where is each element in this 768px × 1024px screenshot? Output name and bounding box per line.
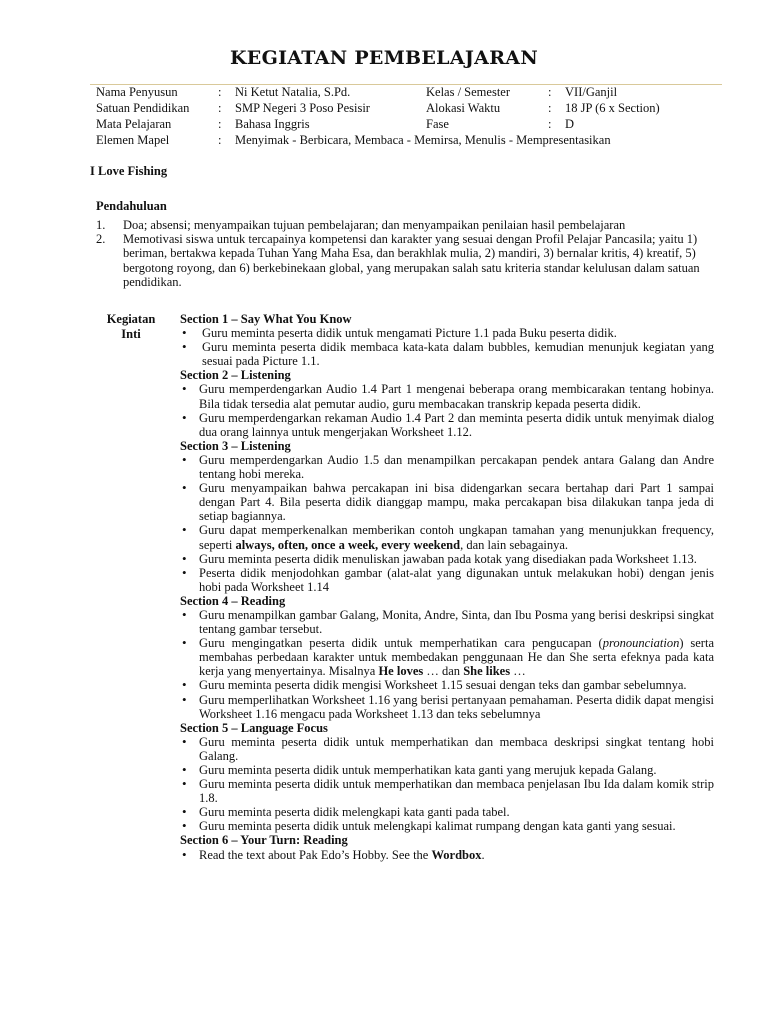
- item-text: , dan lain sebagainya.: [460, 537, 569, 552]
- kegiatan-inti-label-line2: Inti: [121, 327, 141, 341]
- meta-value: SMP Negeri 3 Poso Pesisir: [235, 101, 370, 115]
- kegiatan-inti-content: [180, 312, 714, 862]
- meta-colon: :: [548, 117, 552, 131]
- item-text: …: [510, 664, 526, 679]
- meta-colon: :: [218, 85, 222, 99]
- item-emphasis: She likes: [463, 664, 511, 679]
- document-title: KEGIATAN PEMBELAJARAN: [229, 47, 538, 69]
- item-text: Memotivasi siswa untuk tercapainya kompetensi dan karakter yang sesuai dengan Profil Pelajar Pancasila; yaitu 1) beriman, bertakwa kepada Tuhan Yang Maha Esa, dan berakhlak mulia, 2) mandiri, 3) bernalar kritis, 4) kreatif, 5) bergotong royong, dan 6) berkebinekaan global, yang merupakan salah satu kriteria standar kelulusan dalam satuan pendidikan.: [123, 232, 700, 289]
- meta-label: Satuan Pendidikan: [96, 101, 190, 115]
- list-item: • Guru memperlihatkan Worksheet 1.16 yang berisi pertanyaan pemahaman. Peserta didik dapat mengisi Worksheet 1.16 mengacu pada Worksheet 1.13 dan teks sebelumnya: [180, 693, 714, 721]
- list-item: • Peserta didik menjodohkan gambar (alat-alat yang digunakan untuk melakukan hobi) dengan jenis hobi pada Worksheet 1.14: [180, 566, 714, 594]
- list-item: • Guru meminta peserta didik mengisi Worksheet 1.15 sesuai dengan teks dan gambar sebelumnya.: [180, 678, 714, 692]
- meta-colon: :: [218, 133, 222, 147]
- meta-label: Elemen Mapel: [96, 133, 170, 147]
- item-text: Read the text about Pak Edo’s Hobby. See the: [199, 847, 432, 862]
- meta-label: Nama Penyusun: [96, 85, 178, 99]
- item-number: 1.: [96, 218, 106, 232]
- list-item: • Guru menyampaikan bahwa percakapan ini bisa didengarkan secara bertahap dari Part 1 sampai dengan Part 4. Bila peserta didik dianggap mampu, maka percakapan bisa dilakukan tanpa jeda di setiap bagiannya.: [180, 481, 714, 523]
- section-title: Section 2 – Listening: [180, 368, 291, 383]
- lesson-topic: I Love Fishing: [90, 164, 168, 178]
- item-emphasis: He loves: [378, 664, 424, 679]
- list-item: • Guru memperdengarkan Audio 1.4 Part 1 mengenai beberapa orang membicarakan tentang hobinya. Bila tidak tersedia alat pemutar audio, guru membacakan transkrip kepada peserta didik.: [180, 382, 714, 410]
- meta-label: Alokasi Waktu: [426, 101, 501, 115]
- list-item: [96, 232, 716, 289]
- list-item: • Guru menampilkan gambar Galang, Monita, Andre, Sinta, dan Ibu Posma yang berisi deskripsi singkat tentang gambar tersebut.: [180, 608, 714, 636]
- list-item: [96, 218, 716, 232]
- item-text: ) serta membahas perbedaan karakter untuk membedakan penggunaan He dan She serta efeknya pada kata kerja yang menyertainya. Misalnya: [199, 636, 714, 679]
- metadata-table: [90, 84, 722, 149]
- list-item: • Guru meminta peserta didik membaca kata-kata dalam bubbles, kemudian menunjuk kegiatan yang sesuai pada Picture 1.1.: [180, 340, 714, 368]
- list-item: • Guru memperdengarkan Audio 1.5 dan menampilkan percakapan pendek antara Galang dan Andre tentang hobi mereka.: [180, 453, 714, 481]
- list-item: • Guru meminta peserta didik melengkapi kata ganti pada tabel.: [180, 805, 714, 819]
- meta-value: VII/Ganjil: [565, 85, 618, 99]
- item-text: Guru mengingatkan peserta didik untuk memperhatikan cara pengucapan (: [199, 636, 603, 651]
- section-title: Section 6 – Your Turn: Reading: [180, 833, 348, 848]
- meta-colon: :: [548, 85, 552, 99]
- list-item: • Guru meminta peserta didik untuk memperhatikan kata ganti yang merujuk kepada Galang.: [180, 763, 714, 777]
- section-1-list: [180, 326, 714, 368]
- item-italic: pronounciation: [602, 636, 680, 651]
- pendahuluan-title: Pendahuluan: [96, 199, 167, 213]
- section-5-list: [180, 735, 714, 834]
- item-text: Doa; absensi; menyampaikan tujuan pembelajaran; dan menyampaikan penilaian hasil pembelajaran: [123, 218, 626, 232]
- section-title: Section 3 – Listening: [180, 438, 291, 453]
- item-text: .: [481, 847, 485, 862]
- list-item: • Guru meminta peserta didik untuk mengamati Picture 1.1 pada Buku peserta didik.: [180, 326, 714, 340]
- list-item: • Guru meminta peserta didik menuliskan jawaban pada kotak yang disediakan pada Worksheet 1.13.: [180, 552, 714, 566]
- section-title: Section 1 – Say What You Know: [180, 312, 352, 326]
- item-text: Guru dapat memperkenalkan memberikan contoh ungkapan tamahan yang menunjukkan frequency, seperti: [199, 523, 714, 552]
- meta-colon: :: [548, 101, 552, 115]
- meta-value: 18 JP (6 x Section): [565, 101, 660, 115]
- kegiatan-inti-label-line1: Kegiatan: [106, 312, 156, 326]
- pendahuluan-list: [96, 218, 716, 289]
- meta-value: D: [565, 117, 575, 131]
- meta-row-author: [90, 85, 722, 101]
- list-item: • Guru memperdengarkan rekaman Audio 1.4 Part 2 dan meminta peserta didik untuk menyimak dialog dua orang lainnya untuk mengerjakan Worksheet 1.12.: [180, 411, 714, 439]
- meta-value: Bahasa Inggris: [235, 117, 310, 131]
- list-item: • Guru meminta peserta didik untuk melengkapi kalimat rumpang dengan kata ganti yang sesuai.: [180, 819, 714, 833]
- list-item: • Guru meminta peserta didik untuk memperhatikan dan membaca deskripsi singkat tentang hobi Galang.: [180, 735, 714, 763]
- list-item: • Guru meminta peserta didik untuk memperhatikan dan membaca penjelasan Ibu Ida dalam komik strip 1.8.: [180, 777, 714, 805]
- meta-value: Ni Ketut Natalia, S.Pd.: [235, 85, 351, 99]
- meta-colon: :: [218, 117, 222, 131]
- meta-value: Menyimak - Berbicara, Membaca - Memirsa, Menulis - Mempresentasikan: [235, 133, 611, 147]
- meta-label: Kelas / Semester: [426, 85, 511, 99]
- meta-row-element: [90, 133, 722, 149]
- item-emphasis: always, often, once a week, every weekend: [235, 537, 461, 552]
- meta-row-subject: [90, 117, 722, 133]
- section-4-list: [180, 608, 714, 721]
- item-number: 2.: [96, 232, 106, 247]
- item-emphasis: Wordbox: [431, 847, 482, 862]
- list-item: [180, 636, 714, 678]
- meta-colon: :: [218, 101, 222, 115]
- kegiatan-inti-label: [96, 312, 166, 342]
- section-title: Section 5 – Language Focus: [180, 720, 328, 735]
- list-item: [180, 523, 714, 551]
- item-text: … dan: [423, 664, 464, 679]
- list-item: [180, 848, 714, 862]
- meta-label: Mata Pelajaran: [96, 117, 172, 131]
- meta-row-school: [90, 101, 722, 117]
- meta-label: Fase: [426, 117, 449, 131]
- section-3-list: [180, 453, 714, 594]
- section-title: Section 4 – Reading: [180, 593, 286, 608]
- section-6-list: [180, 848, 714, 862]
- section-2-list: [180, 382, 714, 438]
